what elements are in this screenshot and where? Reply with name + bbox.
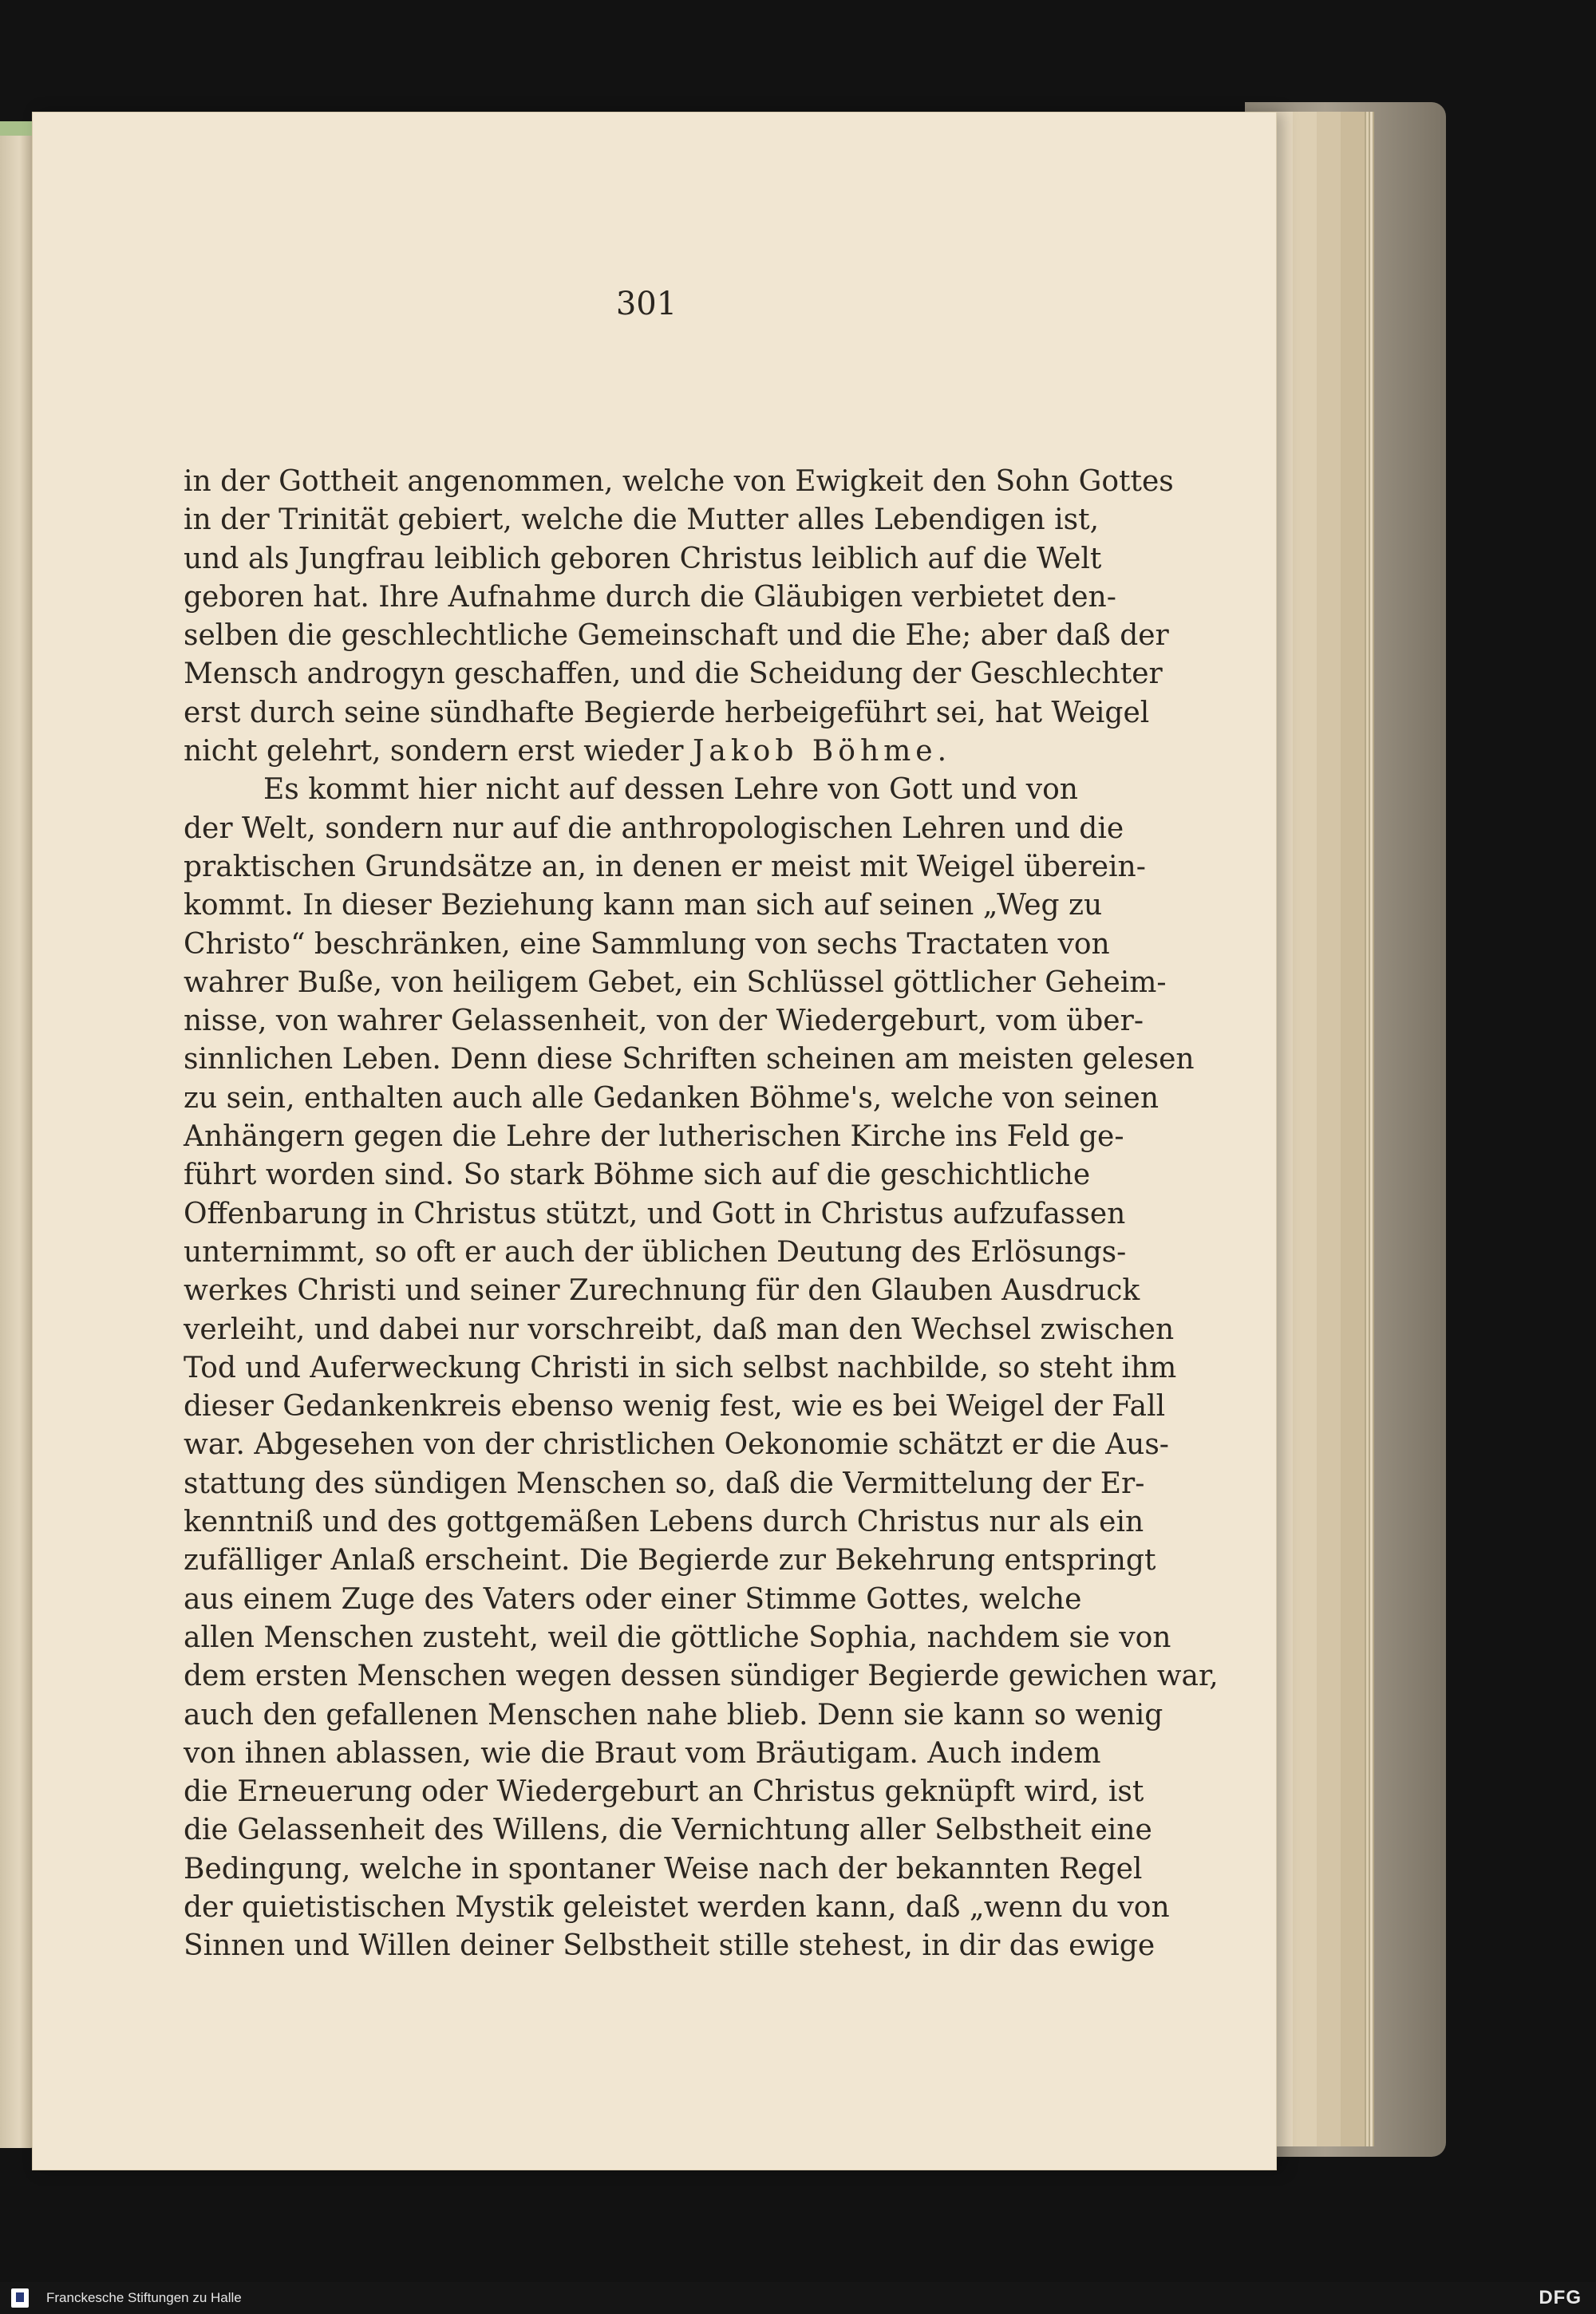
spaced-name: Jakob Böhme.: [692, 735, 952, 768]
text-line: auch den gefallenen Menschen nahe blieb. Denn sie kann so wenig: [184, 1698, 1163, 1732]
text-line: die Gelassenheit des Willens, die Vernichtung aller Selbstheit eine: [184, 1814, 1152, 1847]
text-line: Bedingung, welche in spontaner Weise nach der bekannten Regel: [184, 1852, 1143, 1886]
text-line: von ihnen ablassen, wie die Braut vom Bräutigam. Auch indem: [184, 1736, 1101, 1770]
text-line: allen Menschen zusteht, weil die göttliche Sophia, nachdem sie von: [184, 1621, 1171, 1654]
dfg-badge: DFG: [1539, 2287, 1582, 2308]
text-line: aus einem Zuge des Vaters oder einer Stimme Gottes, welche: [184, 1582, 1082, 1616]
text-line: Anhängern gegen die Lehre der lutherischen Kirche ins Feld ge-: [184, 1120, 1124, 1154]
text-line: war. Abgesehen von der christlichen Oekonomie schätzt er die Aus-: [184, 1428, 1169, 1462]
text-line-start: nicht gelehrt, sondern erst wieder: [184, 735, 684, 768]
text-line: in der Trinität gebiert, welche die Mutter alles Lebendigen ist,: [184, 503, 1100, 537]
institution-name: Franckesche Stiftungen zu Halle: [46, 2290, 242, 2305]
text-line: Offenbarung in Christus stützt, und Gott in Christus aufzufassen: [184, 1197, 1126, 1230]
text-line: verleiht, und dabei nur vorschreibt, daß man den Wechsel zwischen: [184, 1313, 1175, 1346]
text-line: selben die geschlechtliche Gemeinschaft und die Ehe; aber daß der: [184, 619, 1169, 653]
text-line: erst durch seine sündhafte Begierde herbeigeführt sei, hat Weigel: [184, 696, 1150, 729]
text-line: Es kommt hier nicht auf dessen Lehre von Gott und von: [263, 773, 1078, 807]
previous-page-edge: [0, 121, 35, 2148]
text-line: Sinnen und Willen deiner Selbstheit stille stehest, in dir das ewige: [184, 1929, 1156, 1963]
page-stack: [1341, 112, 1366, 2146]
book-page: [32, 112, 1277, 2170]
text-line: zu sein, enthalten auch alle Gedanken Böhme's, welche von seinen: [184, 1081, 1159, 1115]
text-line: die Erneuerung oder Wiedergeburt an Christus geknüpft wird, ist: [184, 1775, 1144, 1809]
text-line: nisse, von wahrer Gelassenheit, von der Wiedergeburt, vom über-: [184, 1005, 1144, 1038]
text-line: stattung des sündigen Menschen so, daß die Vermittelung der Er-: [184, 1467, 1145, 1500]
text-line: unternimmt, so oft er auch der üblichen Deutung des Erlösungs-: [184, 1235, 1127, 1269]
text-line: kenntniß und des gottgemäßen Lebens durch Christus nur als ein: [184, 1506, 1144, 1539]
text-line: wahrer Buße, von heiligem Gebet, ein Schlüssel göttlicher Geheim-: [184, 965, 1167, 999]
text-line: sinnlichen Leben. Denn diese Schriften scheinen am meisten gelesen: [184, 1043, 1195, 1076]
institution-logo-icon: [11, 2288, 29, 2308]
text-line: der Welt, sondern nur auf die anthropologischen Lehren und die: [184, 811, 1124, 845]
text-line: praktischen Grundsätze an, in denen er meist mit Weigel überein-: [184, 850, 1146, 883]
page-edge-band: [0, 121, 35, 136]
text-line: werkes Christi und seiner Zurechnung für den Glauben Ausdruck: [184, 1274, 1140, 1308]
text-line: und als Jungfrau leiblich geboren Christus leiblich auf die Welt: [184, 542, 1102, 575]
text-line: Christo“ beschränken, eine Sammlung von sechs Tractaten von: [184, 927, 1110, 961]
text-line: [184, 733, 1066, 771]
text-line: Tod und Auferweckung Christi in sich selbst nachbilde, so steht ihm: [184, 1351, 1177, 1384]
text-line: dieser Gedankenkreis ebenso wenig fest, wie es bei Weigel der Fall: [184, 1390, 1166, 1424]
text-line: kommt. In dieser Beziehung kann man sich auf seinen „Weg zu: [184, 889, 1103, 922]
text-line: in der Gottheit angenommen, welche von Ewigkeit den Sohn Gottes: [184, 465, 1174, 498]
text-line: dem ersten Menschen wegen dessen sündiger Begierde gewichen war,: [184, 1660, 1219, 1693]
text-line: Mensch androgyn geschaffen, und die Scheidung der Geschlechter: [184, 657, 1163, 691]
body-text: [184, 463, 1219, 1966]
text-line: zufälliger Anlaß erscheint. Die Begierde zur Bekehrung entspringt: [184, 1544, 1156, 1578]
viewer-footer: [0, 2282, 1596, 2314]
text-line: geboren hat. Ihre Aufnahme durch die Gläubigen verbietet den-: [184, 580, 1116, 614]
text-line: führt worden sind. So stark Böhme sich auf die geschichtliche: [184, 1159, 1091, 1192]
page-number: 301: [615, 286, 678, 322]
text-line: der quietistischen Mystik geleistet werden kann, daß „wenn du von: [184, 1890, 1170, 1924]
